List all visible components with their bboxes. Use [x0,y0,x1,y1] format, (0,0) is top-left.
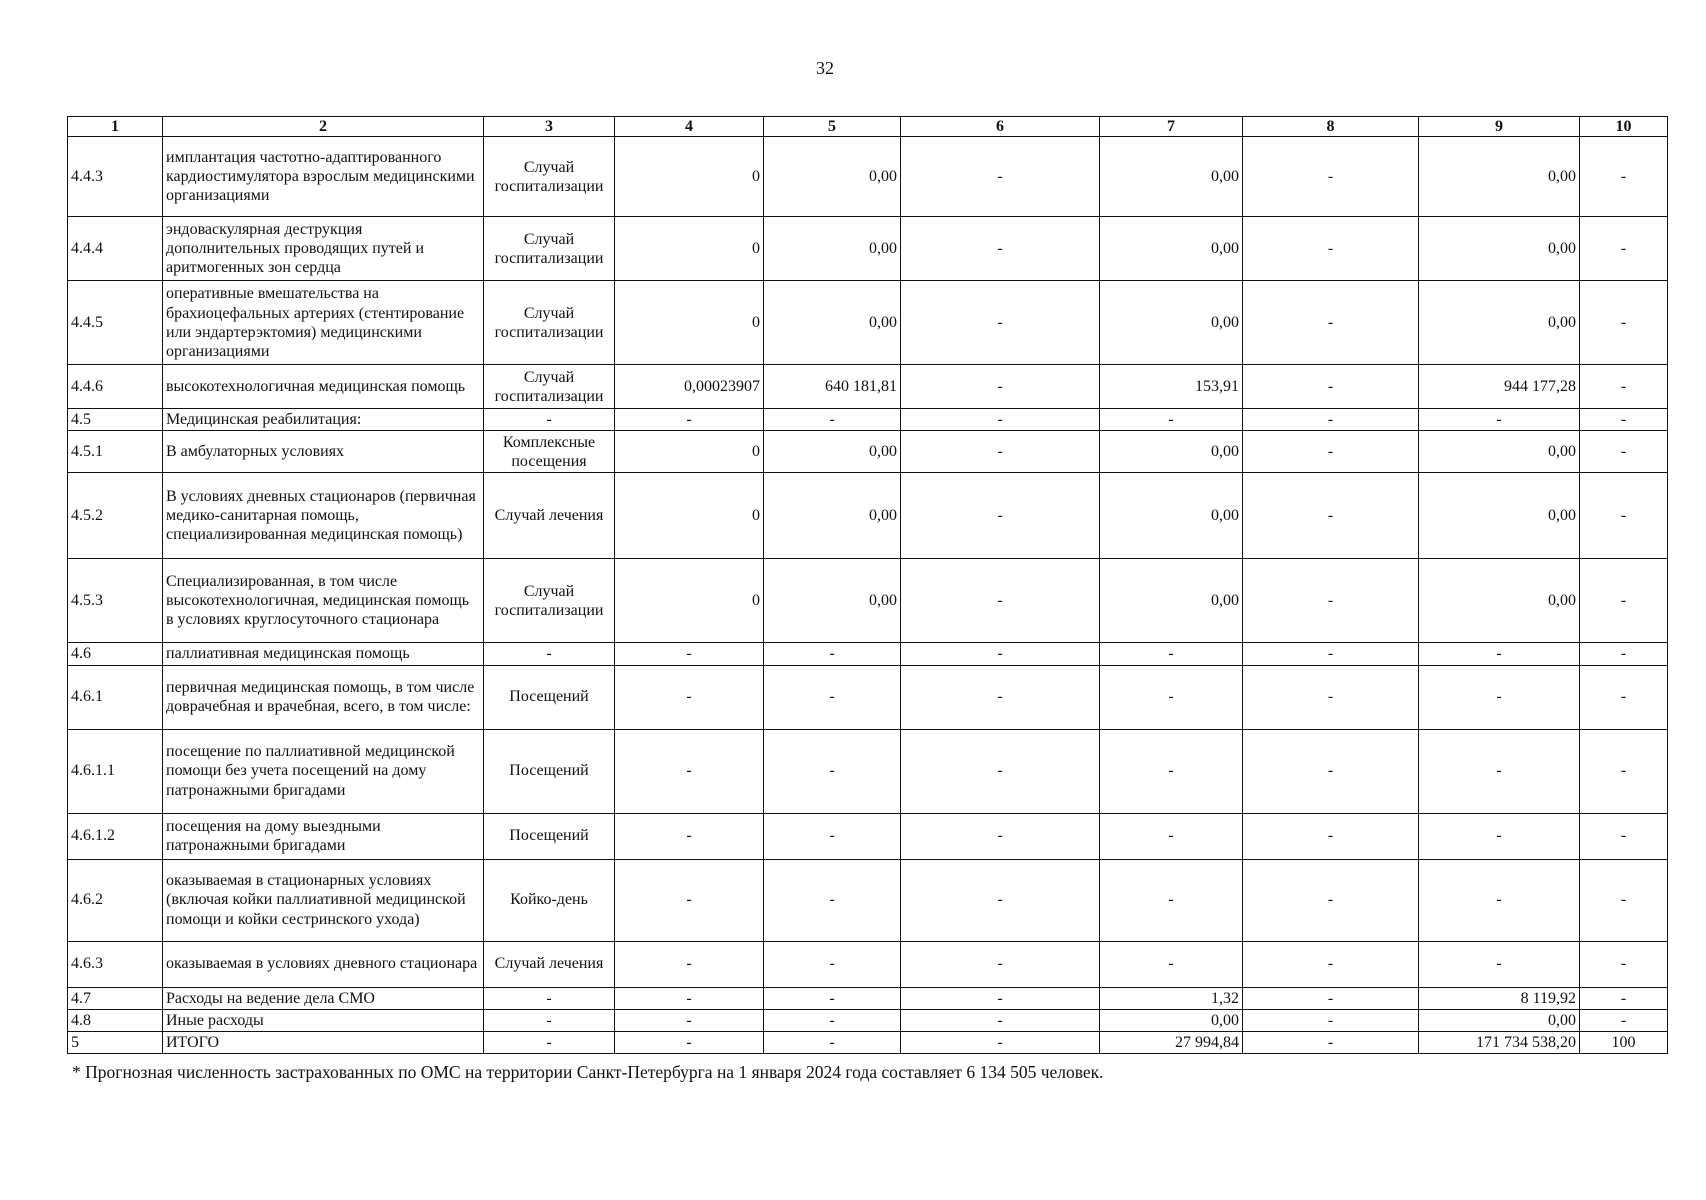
cell-col7: 0,00 [1100,431,1243,473]
cell-col9: - [1419,665,1580,729]
cell-col5: 0,00 [764,137,901,217]
row-unit: Комплексные посещения [484,431,615,473]
row-code: 4.4.6 [68,365,163,409]
table-row [68,473,1668,559]
cell-col6: - [901,665,1100,729]
column-header: 6 [901,117,1100,137]
cell-col5: 0,00 [764,281,901,365]
cell-col7: - [1100,409,1243,431]
row-unit: Случай лечения [484,473,615,559]
row-unit: - [484,409,615,431]
cell-col10: - [1580,941,1668,987]
row-code: 4.4.5 [68,281,163,365]
row-unit: Койко-день [484,859,615,941]
table-row [68,987,1668,1009]
cell-col6: - [901,643,1100,665]
table-row [68,559,1668,643]
cell-col6: - [901,559,1100,643]
cell-col7: 0,00 [1100,137,1243,217]
cell-col5: - [764,941,901,987]
cell-col5: - [764,1031,901,1053]
cell-col4: 0 [615,473,764,559]
cell-col5: - [764,729,901,813]
cell-col7: 0,00 [1100,217,1243,281]
row-unit: Посещений [484,813,615,859]
row-code: 4.6.1 [68,665,163,729]
cell-col9: 944 177,28 [1419,365,1580,409]
table-row [68,665,1668,729]
cell-col10: - [1580,813,1668,859]
cell-col8: - [1243,859,1419,941]
cell-col8: - [1243,643,1419,665]
cell-col4: - [615,729,764,813]
cell-col8: - [1243,281,1419,365]
column-header: 1 [68,117,163,137]
cell-col8: - [1243,729,1419,813]
cell-col4: 0,00023907 [615,365,764,409]
table-row [68,365,1668,409]
cell-col4: - [615,859,764,941]
cell-col9: - [1419,941,1580,987]
row-name: Иные расходы [163,1009,484,1031]
cell-col4: - [615,813,764,859]
cell-col5: - [764,987,901,1009]
cell-col7: 0,00 [1100,559,1243,643]
row-name: Специализированная, в том числе высокотехнологичная, медицинская помощь в условиях круглосуточного стационара [163,559,484,643]
cell-col6: - [901,987,1100,1009]
cell-col4: - [615,941,764,987]
cell-col9: - [1419,729,1580,813]
table-header-row [68,117,1668,137]
cell-col8: - [1243,409,1419,431]
cell-col6: - [901,859,1100,941]
row-name: высокотехнологичная медицинская помощь [163,365,484,409]
cell-col5: 0,00 [764,559,901,643]
row-name: паллиативная медицинская помощь [163,643,484,665]
row-code: 4.8 [68,1009,163,1031]
cell-col9: - [1419,409,1580,431]
cell-col8: - [1243,665,1419,729]
row-name: эндоваскулярная деструкция дополнительных проводящих путей и аритмогенных зон сердца [163,217,484,281]
cell-col10: - [1580,431,1668,473]
cell-col5: - [764,859,901,941]
column-header: 4 [615,117,764,137]
cell-col8: - [1243,1031,1419,1053]
cell-col5: - [764,665,901,729]
row-name: Расходы на ведение дела СМО [163,987,484,1009]
cell-col8: - [1243,217,1419,281]
cell-col7: - [1100,941,1243,987]
cell-col10: - [1580,729,1668,813]
cell-col10: - [1580,559,1668,643]
cell-col6: - [901,1009,1100,1031]
cell-col9: 8 119,92 [1419,987,1580,1009]
table-row [68,281,1668,365]
page-number: 32 [816,58,834,78]
cell-col9: 0,00 [1419,137,1580,217]
row-unit: Случай госпитализации [484,217,615,281]
cell-col9: - [1419,643,1580,665]
cell-col10: - [1580,665,1668,729]
footnote: * Прогнозная численность застрахованных по ОМС на территории Санкт-Петербурга на 1 января 2024 года составляет 6 134 505 человек. [72,1062,1104,1082]
cell-col7: 0,00 [1100,281,1243,365]
row-unit: - [484,643,615,665]
cell-col9: 0,00 [1419,559,1580,643]
row-code: 5 [68,1031,163,1053]
row-code: 4.6.1.2 [68,813,163,859]
cell-col5: 0,00 [764,431,901,473]
row-unit: - [484,1009,615,1031]
table-row [68,729,1668,813]
row-unit: Случай госпитализации [484,559,615,643]
row-code: 4.5 [68,409,163,431]
cell-col7: - [1100,813,1243,859]
cell-col9: - [1419,859,1580,941]
row-name: Медицинская реабилитация: [163,409,484,431]
table-row [68,941,1668,987]
cell-col4: - [615,665,764,729]
data-table [67,116,1668,1054]
cell-col6: - [901,281,1100,365]
cell-col10: - [1580,643,1668,665]
row-unit: Случай госпитализации [484,365,615,409]
cell-col5: - [764,813,901,859]
column-header: 3 [484,117,615,137]
cell-col5: - [764,409,901,431]
cell-col6: - [901,1031,1100,1053]
cell-col6: - [901,729,1100,813]
table-row [68,643,1668,665]
row-code: 4.6.1.1 [68,729,163,813]
cell-col6: - [901,365,1100,409]
cell-col10: - [1580,473,1668,559]
column-header: 5 [764,117,901,137]
table-row [68,431,1668,473]
cell-col10: - [1580,217,1668,281]
cell-col6: - [901,137,1100,217]
row-code: 4.5.3 [68,559,163,643]
row-name: посещения на дому выездными патронажными бригадами [163,813,484,859]
cell-col5: 0,00 [764,217,901,281]
row-name: оказываемая в стационарных условиях (включая койки паллиативной медицинской помощи и койки сестринского ухода) [163,859,484,941]
cell-col10: - [1580,859,1668,941]
cell-col5: 0,00 [764,473,901,559]
cell-col4: 0 [615,559,764,643]
table-row [68,217,1668,281]
cell-col4: - [615,987,764,1009]
cell-col4: 0 [615,431,764,473]
column-header: 7 [1100,117,1243,137]
row-code: 4.6.3 [68,941,163,987]
row-name: оказываемая в условиях дневного стационара [163,941,484,987]
row-unit: Случай госпитализации [484,281,615,365]
cell-col8: - [1243,1009,1419,1031]
cell-col5: 640 181,81 [764,365,901,409]
cell-col10: - [1580,365,1668,409]
cell-col6: - [901,473,1100,559]
cell-col10: - [1580,137,1668,217]
cell-col7: 1,32 [1100,987,1243,1009]
cell-col4: - [615,409,764,431]
cell-col10: - [1580,987,1668,1009]
cell-col4: - [615,1009,764,1031]
column-header: 2 [163,117,484,137]
table-row [68,859,1668,941]
row-name: В амбулаторных условиях [163,431,484,473]
cell-col7: - [1100,859,1243,941]
column-header: 9 [1419,117,1580,137]
cell-col10: - [1580,281,1668,365]
row-name: ИТОГО [163,1031,484,1053]
cell-col9: 0,00 [1419,217,1580,281]
cell-col9: - [1419,813,1580,859]
row-code: 4.7 [68,987,163,1009]
cell-col4: - [615,643,764,665]
cell-col10: - [1580,409,1668,431]
cell-col8: - [1243,813,1419,859]
cell-col4: 0 [615,217,764,281]
cell-col4: 0 [615,281,764,365]
table-row [68,1009,1668,1031]
row-name: первичная медицинская помощь, в том числе доврачебная и врачебная, всего, в том числе: [163,665,484,729]
cell-col8: - [1243,987,1419,1009]
cell-col7: 153,91 [1100,365,1243,409]
cell-col10: - [1580,1009,1668,1031]
row-code: 4.4.3 [68,137,163,217]
table-row [68,409,1668,431]
cell-col7: - [1100,729,1243,813]
row-unit: Посещений [484,665,615,729]
cell-col6: - [901,409,1100,431]
cell-col6: - [901,813,1100,859]
table-row [68,813,1668,859]
row-unit: Случай госпитализации [484,137,615,217]
cell-col8: - [1243,559,1419,643]
row-code: 4.4.4 [68,217,163,281]
row-name: имплантация частотно-адаптированного кардиостимулятора взрослым медицинскими организациями [163,137,484,217]
cell-col7: 27 994,84 [1100,1031,1243,1053]
cell-col9: 0,00 [1419,281,1580,365]
cell-col7: 0,00 [1100,1009,1243,1031]
cell-col4: 0 [615,137,764,217]
row-unit: - [484,987,615,1009]
cell-col9: 0,00 [1419,1009,1580,1031]
cell-col8: - [1243,137,1419,217]
cell-col6: - [901,217,1100,281]
row-name: посещение по паллиативной медицинской помощи без учета посещений на дому патронажными бригадами [163,729,484,813]
cell-col5: - [764,643,901,665]
cell-col7: - [1100,643,1243,665]
cell-col4: - [615,1031,764,1053]
cell-col9: 0,00 [1419,473,1580,559]
cell-col8: - [1243,365,1419,409]
row-unit: Случай лечения [484,941,615,987]
cell-col7: 0,00 [1100,473,1243,559]
cell-col9: 171 734 538,20 [1419,1031,1580,1053]
cell-col8: - [1243,431,1419,473]
column-header: 8 [1243,117,1419,137]
column-header: 10 [1580,117,1668,137]
row-code: 4.5.1 [68,431,163,473]
cell-col9: 0,00 [1419,431,1580,473]
row-name: оперативные вмешательства на брахиоцефальных артериях (стентирование или эндартерэктомия) медицинскими организациями [163,281,484,365]
cell-col6: - [901,941,1100,987]
row-unit: Посещений [484,729,615,813]
cell-col8: - [1243,473,1419,559]
cell-col6: - [901,431,1100,473]
row-code: 4.6 [68,643,163,665]
row-unit: - [484,1031,615,1053]
table-row [68,137,1668,217]
table-row [68,1031,1668,1053]
cell-col8: - [1243,941,1419,987]
cell-col7: - [1100,665,1243,729]
cell-col10: 100 [1580,1031,1668,1053]
row-name: В условиях дневных стационаров (первичная медико-санитарная помощь, специализированная медицинская помощь) [163,473,484,559]
cell-col5: - [764,1009,901,1031]
row-code: 4.5.2 [68,473,163,559]
row-code: 4.6.2 [68,859,163,941]
